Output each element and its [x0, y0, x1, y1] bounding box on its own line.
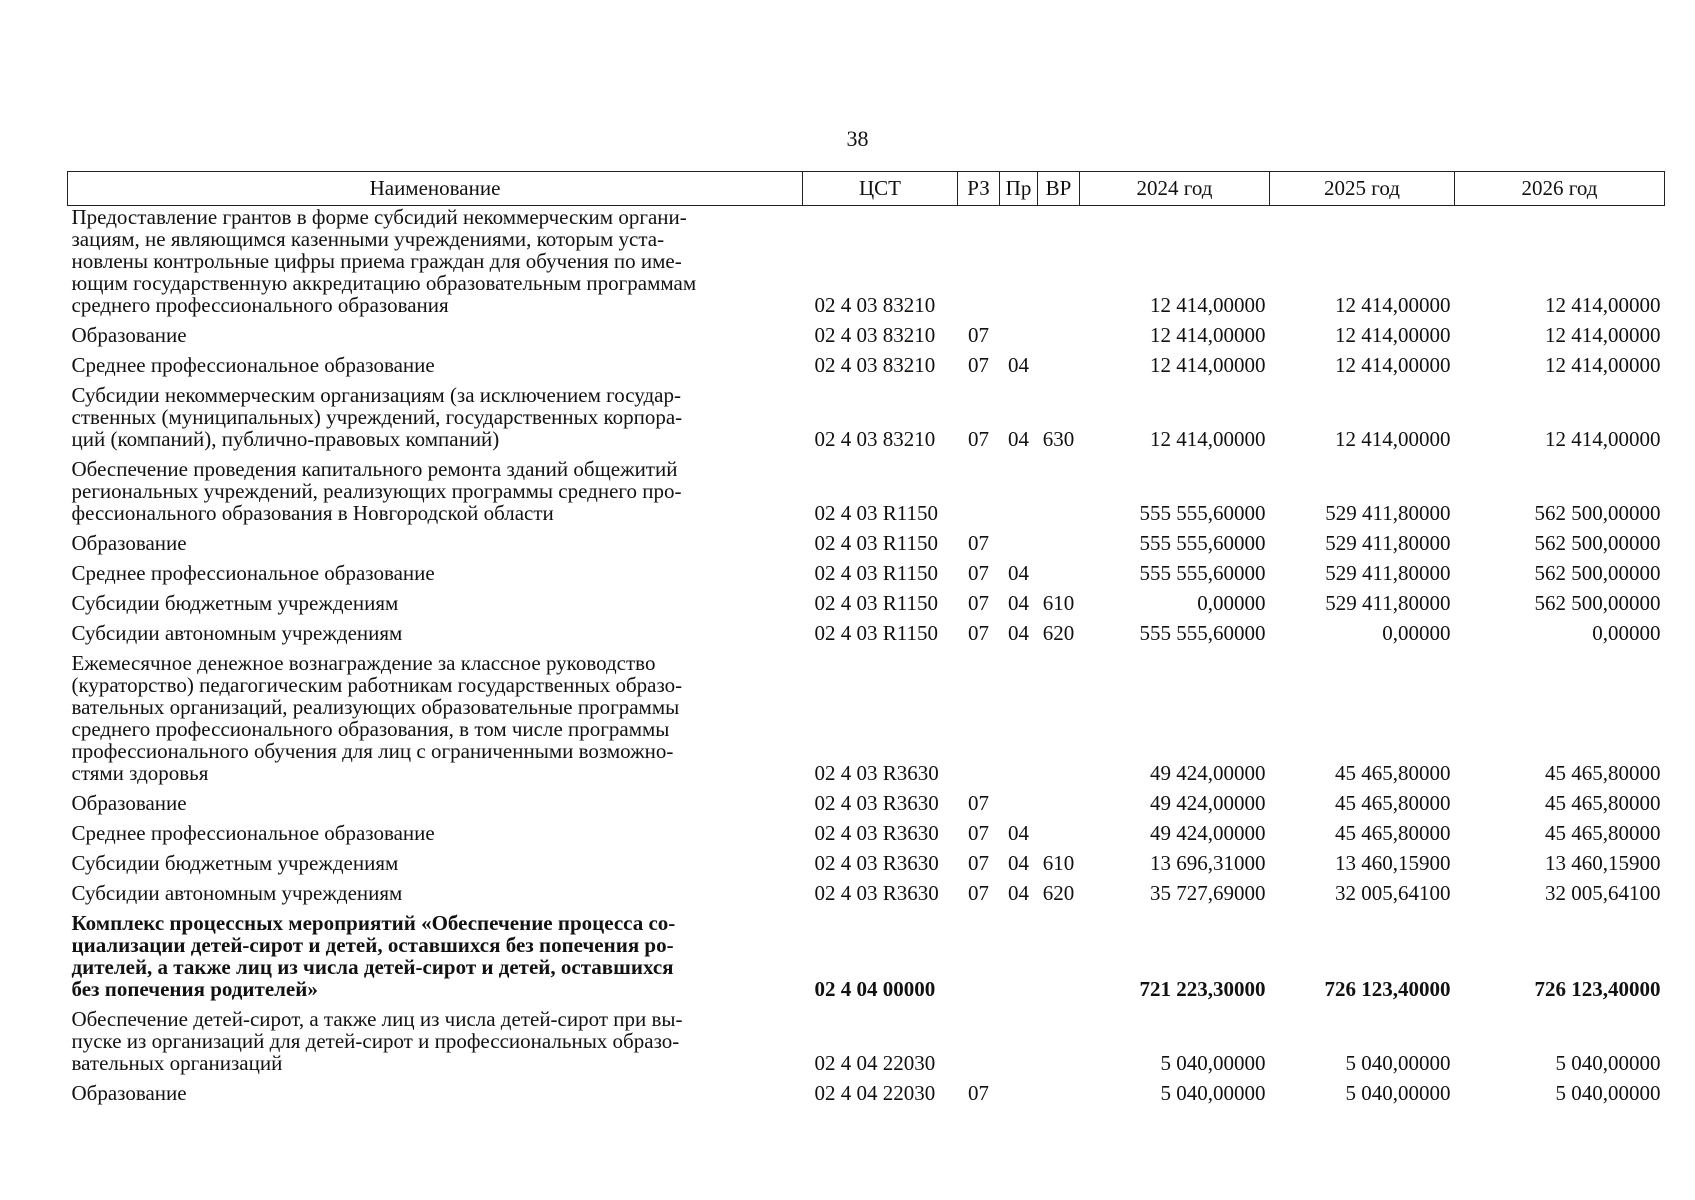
- row-amount-2024: 49 424,00000: [1150, 791, 1266, 815]
- row-amount-2024: 49 424,00000: [1150, 821, 1266, 845]
- row-rz: 07: [968, 531, 989, 555]
- row-name-line: дителей, а также лиц из числа детей-сирот и детей, оставшихся: [71, 955, 674, 979]
- row-pr: 04: [1008, 881, 1029, 905]
- row-cst: 02 4 03 83210: [814, 353, 936, 377]
- row-vr: [1038, 792, 1080, 822]
- row-pr: [1000, 912, 1038, 1008]
- row-rz: 07: [968, 427, 989, 451]
- row-name-line: Субсидии автономным учреждениям: [71, 621, 403, 645]
- row-rz: 07: [968, 561, 989, 585]
- row-amount-2026: 562 500,00000: [1534, 531, 1661, 555]
- row-amount-2024: 12 414,00000: [1150, 427, 1266, 451]
- row-cst: 02 4 03 83210: [814, 293, 936, 317]
- row-amount-2024: 555 555,60000: [1139, 501, 1266, 525]
- row-pr: [1000, 458, 1038, 532]
- row-pr: 04: [1008, 621, 1029, 645]
- table-row: [68, 324, 1665, 354]
- row-name-line: Ежемесячное денежное вознаграждение за классное руководство: [71, 651, 656, 675]
- row-rz: [958, 652, 1000, 792]
- row-amount-2024: 555 555,60000: [1139, 531, 1266, 555]
- row-vr: [1038, 562, 1080, 592]
- row-amount-2026: 12 414,00000: [1545, 323, 1661, 347]
- row-rz: 07: [968, 821, 989, 845]
- row-vr: [1038, 458, 1080, 532]
- row-amount-2025: 45 465,80000: [1335, 761, 1451, 785]
- row-name-line: вательных организаций: [71, 1051, 283, 1075]
- row-pr: [1000, 1008, 1038, 1082]
- row-name: [68, 384, 803, 458]
- row-amount-2025: 32 005,64100: [1335, 881, 1451, 905]
- table-row: [68, 882, 1665, 912]
- row-vr: [1038, 1082, 1080, 1112]
- row-amount-2026: 12 414,00000: [1545, 353, 1661, 377]
- row-rz: 07: [968, 323, 989, 347]
- row-cst: 02 4 03 R1150: [814, 561, 938, 585]
- row-amount-2025: 12 414,00000: [1335, 293, 1451, 317]
- row-rz: 07: [968, 791, 989, 815]
- row-cst: 02 4 03 R3630: [814, 821, 939, 845]
- row-name-line: Обеспечение детей-сирот, а также лиц из числа детей-сирот при вы-: [71, 1007, 683, 1031]
- row-amount-2026: 726 123,40000: [1534, 977, 1661, 1001]
- table-row: [68, 562, 1665, 592]
- table-row: [68, 622, 1665, 652]
- row-amount-2026: 5 040,00000: [1555, 1081, 1661, 1105]
- row-amount-2026: 12 414,00000: [1545, 293, 1661, 317]
- table-row: [68, 852, 1665, 882]
- table-row: [68, 532, 1665, 562]
- row-vr: [1038, 324, 1080, 354]
- row-pr: [1000, 1082, 1038, 1112]
- row-name: [68, 622, 803, 652]
- row-rz: [958, 206, 1000, 325]
- table-row: [68, 592, 1665, 622]
- header-name: Наименование: [68, 172, 803, 206]
- row-name-line: Среднее профессиональное образование: [71, 821, 435, 845]
- row-rz: 07: [968, 881, 989, 905]
- row-pr: 04: [1008, 561, 1029, 585]
- row-amount-2025: 45 465,80000: [1335, 791, 1451, 815]
- row-name-line: новлены контрольные цифры приема граждан для обучения по име-: [71, 249, 682, 273]
- row-name-line: Субсидии бюджетным учреждениям: [71, 851, 399, 875]
- table-row: [68, 912, 1665, 1008]
- row-pr: 04: [1008, 851, 1029, 875]
- row-name: [68, 852, 803, 882]
- row-name-line: стями здоровья: [71, 761, 209, 785]
- row-name: [68, 532, 803, 562]
- row-cst: 02 4 04 22030: [814, 1051, 936, 1075]
- row-name-line: Обеспечение проведения капитального ремонта зданий общежитий: [71, 457, 678, 481]
- row-amount-2024: 12 414,00000: [1150, 323, 1266, 347]
- row-amount-2026: 0,00000: [1592, 621, 1661, 645]
- row-name: [68, 912, 803, 1008]
- row-cst: 02 4 04 00000: [814, 977, 936, 1001]
- row-cst: 02 4 03 R1150: [814, 501, 938, 525]
- row-name-line: Субсидии некоммерческим организациям (за исключением государ-: [71, 383, 681, 407]
- row-name-line: зациям, не являющимся казенными учреждениями, которым уста-: [71, 227, 665, 251]
- row-rz: 07: [968, 591, 989, 615]
- table-row: [68, 1082, 1665, 1112]
- row-rz: 07: [968, 353, 989, 377]
- budget-table: [67, 171, 1665, 1112]
- header-cst: ЦСТ: [803, 172, 958, 206]
- row-name-line: среднего профессионального образования, в том числе программы: [71, 717, 670, 741]
- row-name: [68, 652, 803, 792]
- row-vr: 620: [1042, 621, 1075, 645]
- row-name-line: Субсидии автономным учреждениям: [71, 881, 403, 905]
- row-vr: [1038, 652, 1080, 792]
- table-row: [68, 792, 1665, 822]
- row-cst: 02 4 03 R1150: [814, 591, 938, 615]
- table-row: [68, 652, 1665, 792]
- row-name-line: Среднее профессиональное образование: [71, 353, 435, 377]
- row-amount-2024: 13 696,31000: [1150, 851, 1266, 875]
- row-amount-2026: 45 465,80000: [1545, 761, 1661, 785]
- header-2026: 2026 год: [1455, 172, 1665, 206]
- row-pr: [1000, 206, 1038, 325]
- row-pr: [1000, 532, 1038, 562]
- row-name: [68, 324, 803, 354]
- row-amount-2024: 0,00000: [1197, 591, 1266, 615]
- row-cst: 02 4 03 R1150: [814, 531, 938, 555]
- row-amount-2025: 12 414,00000: [1335, 323, 1451, 347]
- row-name-line: профессионального обучения для лиц с ограниченными возможно-: [71, 739, 674, 763]
- row-vr: 620: [1042, 881, 1075, 905]
- row-rz: [958, 1008, 1000, 1082]
- row-amount-2025: 529 411,80000: [1325, 591, 1451, 615]
- row-name: [68, 562, 803, 592]
- row-amount-2024: 721 223,30000: [1139, 977, 1266, 1001]
- row-amount-2025: 13 460,15900: [1335, 851, 1451, 875]
- row-vr: [1038, 206, 1080, 325]
- row-cst: 02 4 03 83210: [814, 323, 936, 347]
- row-name: [68, 1008, 803, 1082]
- row-amount-2024: 12 414,00000: [1150, 293, 1266, 317]
- row-amount-2025: 529 411,80000: [1325, 531, 1451, 555]
- row-amount-2025: 45 465,80000: [1335, 821, 1451, 845]
- row-amount-2026: 562 500,00000: [1534, 561, 1661, 585]
- row-rz: 07: [968, 1081, 989, 1105]
- row-rz: 07: [968, 851, 989, 875]
- row-pr: 04: [1008, 427, 1029, 451]
- row-name-line: среднего профессионального образования: [71, 293, 449, 317]
- row-cst: 02 4 03 R3630: [814, 791, 939, 815]
- row-amount-2025: 529 411,80000: [1325, 561, 1451, 585]
- row-name: [68, 354, 803, 384]
- row-name-line: Образование: [71, 1081, 187, 1105]
- table-header-row: [68, 172, 1665, 206]
- row-vr: 610: [1042, 851, 1075, 875]
- row-cst: 02 4 04 22030: [814, 1081, 936, 1105]
- row-name-line: ций (компаний), публично-правовых компаний): [71, 427, 500, 451]
- row-vr: 610: [1042, 591, 1075, 615]
- row-amount-2026: 32 005,64100: [1545, 881, 1661, 905]
- row-amount-2026: 45 465,80000: [1545, 821, 1661, 845]
- row-amount-2025: 12 414,00000: [1335, 353, 1451, 377]
- row-name: [68, 822, 803, 852]
- row-name: [68, 458, 803, 532]
- header-2024: 2024 год: [1080, 172, 1270, 206]
- row-amount-2024: 12 414,00000: [1150, 353, 1266, 377]
- row-vr: 630: [1042, 427, 1075, 451]
- row-name-line: ственных (муниципальных) учреждений, государственных корпора-: [71, 405, 683, 429]
- row-name-line: циализации детей-сирот и детей, оставшихся без попечения ро-: [71, 933, 674, 957]
- row-name-line: Субсидии бюджетным учреждениям: [71, 591, 399, 615]
- row-name-line: Комплекс процессных мероприятий «Обеспечение процесса со-: [71, 911, 676, 935]
- table-row: [68, 1008, 1665, 1082]
- row-name-line: Предоставление грантов в форме субсидий некоммерческим органи-: [71, 205, 687, 229]
- row-amount-2026: 562 500,00000: [1534, 501, 1661, 525]
- row-cst: 02 4 03 R3630: [814, 761, 939, 785]
- header-2025: 2025 год: [1270, 172, 1455, 206]
- page-number: 38: [846, 126, 869, 151]
- row-cst: 02 4 03 R3630: [814, 851, 939, 875]
- row-amount-2024: 555 555,60000: [1139, 561, 1266, 585]
- row-amount-2026: 5 040,00000: [1555, 1051, 1661, 1075]
- row-name-line: фессионального образования в Новгородской области: [71, 501, 554, 525]
- row-rz: 07: [968, 621, 989, 645]
- row-name-line: без попечения родителей»: [71, 977, 318, 1001]
- table-row: [68, 822, 1665, 852]
- row-vr: [1038, 912, 1080, 1008]
- row-amount-2025: 0,00000: [1382, 621, 1451, 645]
- row-rz: [958, 912, 1000, 1008]
- row-amount-2024: 555 555,60000: [1139, 621, 1266, 645]
- row-name: [68, 792, 803, 822]
- row-name: [68, 1082, 803, 1112]
- row-vr: [1038, 354, 1080, 384]
- row-name-line: ющим государственную аккредитацию образовательным программам: [71, 271, 697, 295]
- table-row: [68, 384, 1665, 458]
- row-amount-2026: 562 500,00000: [1534, 591, 1661, 615]
- row-name-line: Образование: [71, 791, 187, 815]
- row-name-line: Среднее профессиональное образование: [71, 561, 435, 585]
- row-amount-2026: 13 460,15900: [1545, 851, 1661, 875]
- row-name-line: пуске из организаций для детей-сирот и профессиональных образо-: [71, 1029, 680, 1053]
- row-amount-2025: 5 040,00000: [1345, 1051, 1451, 1075]
- row-name: [68, 882, 803, 912]
- row-amount-2025: 12 414,00000: [1335, 427, 1451, 451]
- row-cst: 02 4 03 83210: [814, 427, 936, 451]
- table-row: [68, 354, 1665, 384]
- row-vr: [1038, 1008, 1080, 1082]
- header-pr: Пр: [1000, 172, 1038, 206]
- header-vr: ВР: [1038, 172, 1080, 206]
- row-cst: 02 4 03 R1150: [814, 621, 938, 645]
- row-pr: 04: [1008, 591, 1029, 615]
- table-row: [68, 458, 1665, 532]
- row-amount-2025: 529 411,80000: [1325, 501, 1451, 525]
- row-vr: [1038, 822, 1080, 852]
- row-name-line: региональных учреждений, реализующих программы среднего про-: [71, 479, 682, 503]
- row-name: [68, 206, 803, 325]
- row-amount-2024: 5 040,00000: [1160, 1051, 1266, 1075]
- row-name-line: (кураторство) педагогическим работникам государственных образо-: [71, 673, 683, 697]
- row-amount-2025: 5 040,00000: [1345, 1081, 1451, 1105]
- row-cst: 02 4 03 R3630: [814, 881, 939, 905]
- row-pr: 04: [1008, 821, 1029, 845]
- row-amount-2026: 45 465,80000: [1545, 791, 1661, 815]
- row-rz: [958, 458, 1000, 532]
- row-pr: [1000, 792, 1038, 822]
- header-rz: РЗ: [958, 172, 1000, 206]
- row-pr: 04: [1008, 353, 1029, 377]
- row-name: [68, 592, 803, 622]
- row-amount-2025: 726 123,40000: [1324, 977, 1451, 1001]
- row-amount-2024: 35 727,69000: [1150, 881, 1266, 905]
- row-amount-2024: 5 040,00000: [1160, 1081, 1266, 1105]
- row-amount-2024: 49 424,00000: [1150, 761, 1266, 785]
- row-pr: [1000, 324, 1038, 354]
- row-vr: [1038, 532, 1080, 562]
- row-name-line: Образование: [71, 531, 187, 555]
- row-pr: [1000, 652, 1038, 792]
- row-name-line: Образование: [71, 323, 187, 347]
- row-amount-2026: 12 414,00000: [1545, 427, 1661, 451]
- row-name-line: вательных организаций, реализующих образовательные программы: [71, 695, 680, 719]
- table-row: [68, 206, 1665, 325]
- table-body: [68, 206, 1665, 1113]
